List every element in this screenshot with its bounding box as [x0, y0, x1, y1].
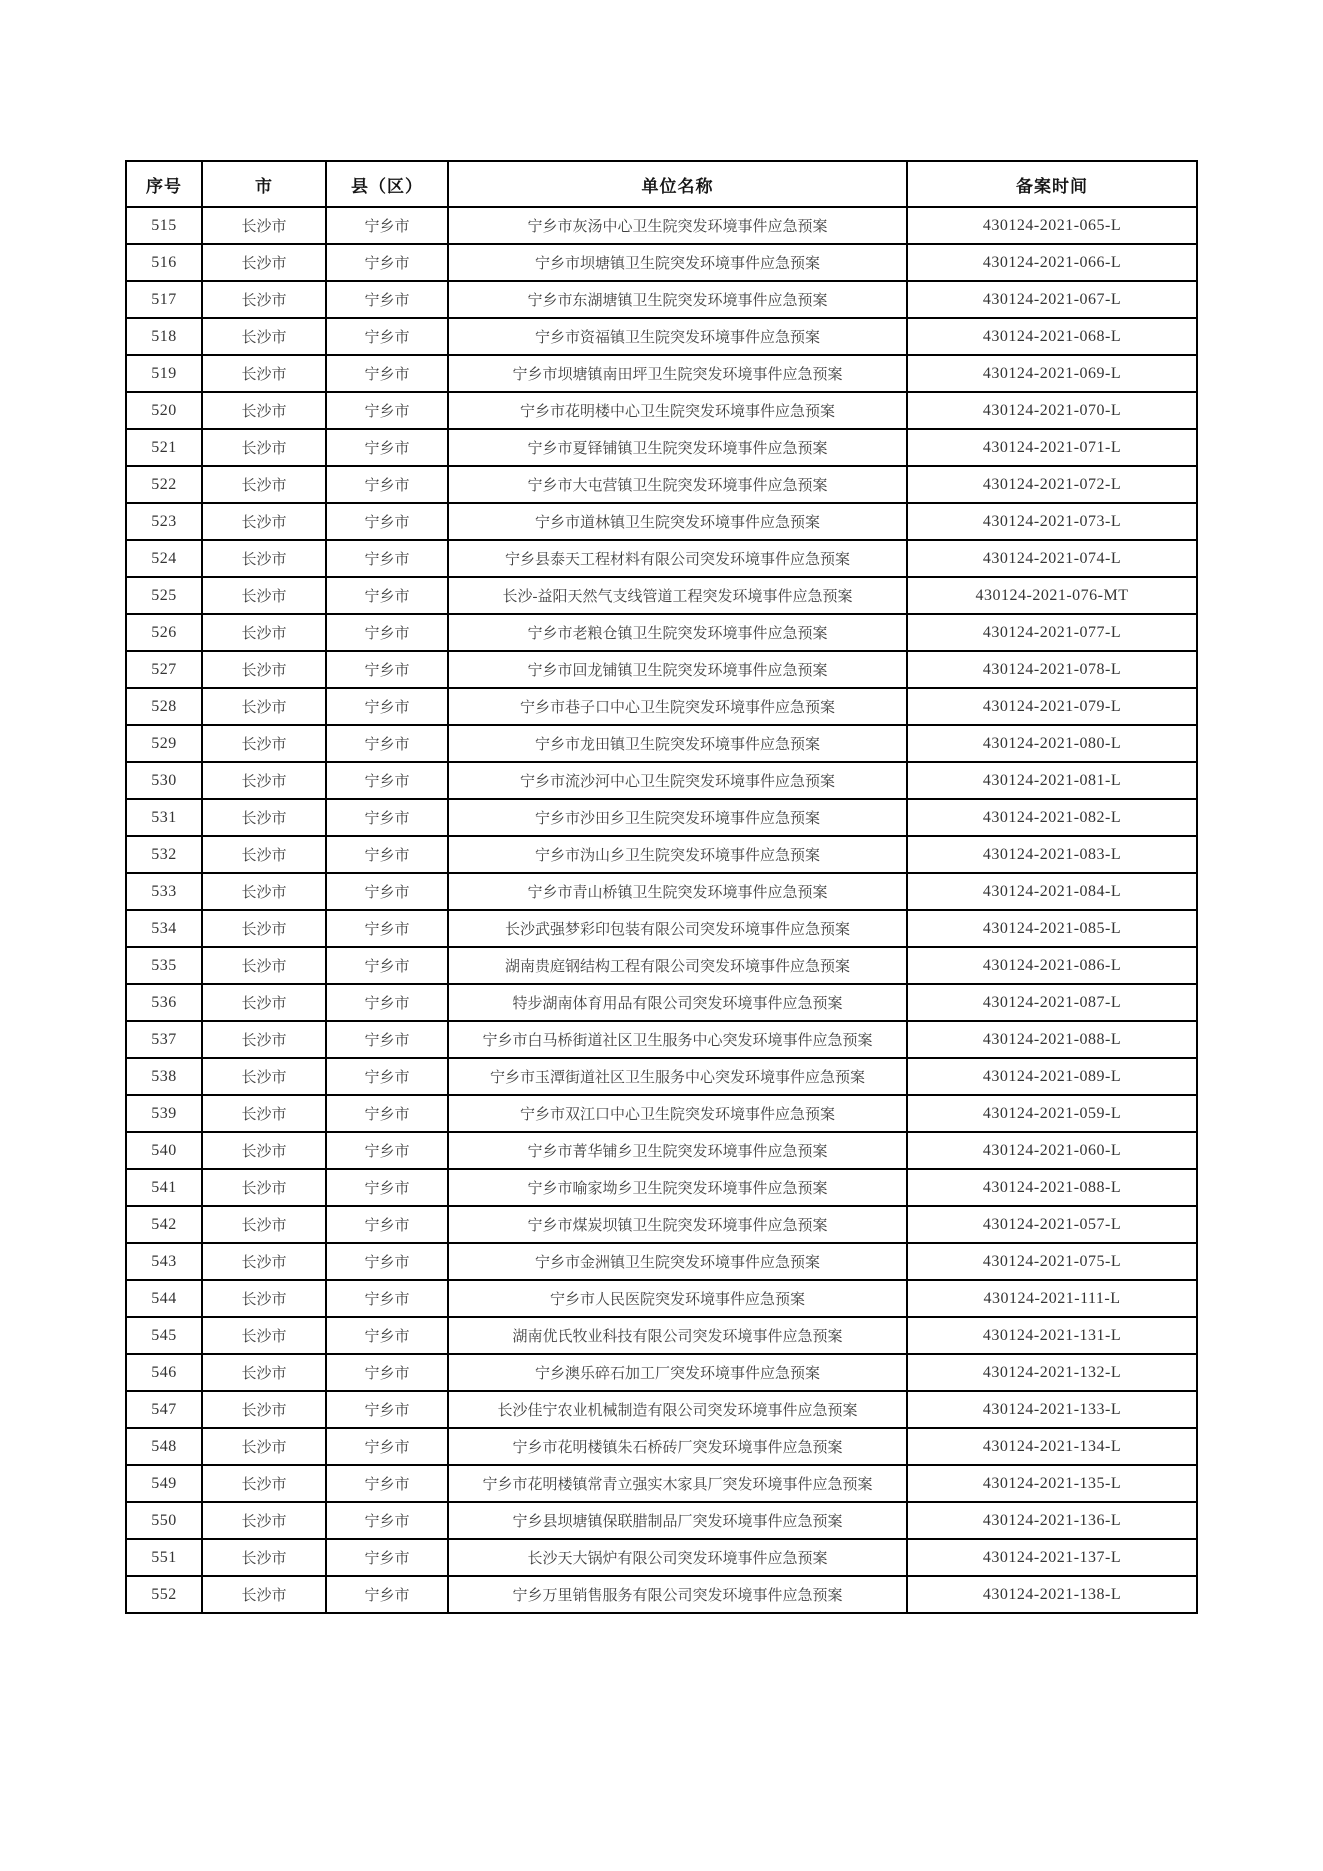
cell-district: 宁乡市 [326, 688, 448, 725]
header-record-number: 备案时间 [907, 161, 1197, 207]
cell-serial: 552 [126, 1576, 202, 1613]
cell-city: 长沙市 [202, 503, 326, 540]
cell-unit-name: 宁乡市花明楼镇常青立强实木家具厂突发环境事件应急预案 [448, 1465, 907, 1502]
table-header-row [126, 161, 1197, 207]
cell-unit-name: 宁乡市喻家坳乡卫生院突发环境事件应急预案 [448, 1169, 907, 1206]
cell-serial: 537 [126, 1021, 202, 1058]
header-city: 市 [202, 161, 326, 207]
table-row [126, 577, 1197, 614]
cell-serial: 542 [126, 1206, 202, 1243]
cell-city: 长沙市 [202, 1132, 326, 1169]
cell-record-number: 430124-2021-073-L [907, 503, 1197, 540]
table-row [126, 392, 1197, 429]
cell-serial: 517 [126, 281, 202, 318]
cell-record-number: 430124-2021-088-L [907, 1169, 1197, 1206]
cell-serial: 545 [126, 1317, 202, 1354]
cell-city: 长沙市 [202, 466, 326, 503]
table-row [126, 1095, 1197, 1132]
cell-district: 宁乡市 [326, 1354, 448, 1391]
cell-record-number: 430124-2021-111-L [907, 1280, 1197, 1317]
cell-district: 宁乡市 [326, 1465, 448, 1502]
cell-unit-name: 湖南优氏牧业科技有限公司突发环境事件应急预案 [448, 1317, 907, 1354]
cell-unit-name: 宁乡市玉潭街道社区卫生服务中心突发环境事件应急预案 [448, 1058, 907, 1095]
table-row [126, 466, 1197, 503]
cell-serial: 538 [126, 1058, 202, 1095]
table-row [126, 1132, 1197, 1169]
cell-unit-name: 长沙-益阳天然气支线管道工程突发环境事件应急预案 [448, 577, 907, 614]
cell-district: 宁乡市 [326, 1206, 448, 1243]
cell-unit-name: 宁乡澳乐碎石加工厂突发环境事件应急预案 [448, 1354, 907, 1391]
cell-district: 宁乡市 [326, 1169, 448, 1206]
cell-unit-name: 长沙武强梦彩印包装有限公司突发环境事件应急预案 [448, 910, 907, 947]
table-row [126, 984, 1197, 1021]
table-row [126, 1058, 1197, 1095]
cell-unit-name: 宁乡市花明楼中心卫生院突发环境事件应急预案 [448, 392, 907, 429]
cell-record-number: 430124-2021-132-L [907, 1354, 1197, 1391]
cell-district: 宁乡市 [326, 244, 448, 281]
cell-city: 长沙市 [202, 1428, 326, 1465]
table-row [126, 1317, 1197, 1354]
cell-district: 宁乡市 [326, 725, 448, 762]
cell-city: 长沙市 [202, 614, 326, 651]
cell-record-number: 430124-2021-069-L [907, 355, 1197, 392]
cell-city: 长沙市 [202, 429, 326, 466]
cell-unit-name: 宁乡市老粮仓镇卫生院突发环境事件应急预案 [448, 614, 907, 651]
cell-district: 宁乡市 [326, 1021, 448, 1058]
cell-record-number: 430124-2021-067-L [907, 281, 1197, 318]
table-row [126, 1391, 1197, 1428]
cell-record-number: 430124-2021-087-L [907, 984, 1197, 1021]
cell-city: 长沙市 [202, 873, 326, 910]
cell-district: 宁乡市 [326, 1058, 448, 1095]
table-row [126, 1169, 1197, 1206]
cell-unit-name: 宁乡市白马桥街道社区卫生服务中心突发环境事件应急预案 [448, 1021, 907, 1058]
cell-record-number: 430124-2021-081-L [907, 762, 1197, 799]
cell-district: 宁乡市 [326, 910, 448, 947]
table-row [126, 318, 1197, 355]
cell-district: 宁乡市 [326, 1502, 448, 1539]
cell-city: 长沙市 [202, 392, 326, 429]
table-row [126, 1280, 1197, 1317]
cell-district: 宁乡市 [326, 1539, 448, 1576]
cell-city: 长沙市 [202, 984, 326, 1021]
cell-district: 宁乡市 [326, 1576, 448, 1613]
cell-city: 长沙市 [202, 577, 326, 614]
table-row [126, 1502, 1197, 1539]
cell-serial: 549 [126, 1465, 202, 1502]
cell-district: 宁乡市 [326, 984, 448, 1021]
cell-unit-name: 宁乡市流沙河中心卫生院突发环境事件应急预案 [448, 762, 907, 799]
cell-district: 宁乡市 [326, 577, 448, 614]
cell-district: 宁乡市 [326, 392, 448, 429]
cell-record-number: 430124-2021-060-L [907, 1132, 1197, 1169]
table-row [126, 503, 1197, 540]
cell-serial: 532 [126, 836, 202, 873]
cell-district: 宁乡市 [326, 466, 448, 503]
cell-serial: 550 [126, 1502, 202, 1539]
cell-record-number: 430124-2021-059-L [907, 1095, 1197, 1132]
table-row [126, 1354, 1197, 1391]
cell-city: 长沙市 [202, 1095, 326, 1132]
cell-serial: 525 [126, 577, 202, 614]
header-serial: 序号 [126, 161, 202, 207]
cell-unit-name: 宁乡市菁华铺乡卫生院突发环境事件应急预案 [448, 1132, 907, 1169]
cell-record-number: 430124-2021-082-L [907, 799, 1197, 836]
table-row [126, 355, 1197, 392]
cell-district: 宁乡市 [326, 799, 448, 836]
cell-record-number: 430124-2021-072-L [907, 466, 1197, 503]
cell-record-number: 430124-2021-133-L [907, 1391, 1197, 1428]
cell-unit-name: 宁乡市煤炭坝镇卫生院突发环境事件应急预案 [448, 1206, 907, 1243]
cell-district: 宁乡市 [326, 1132, 448, 1169]
cell-unit-name: 宁乡市沙田乡卫生院突发环境事件应急预案 [448, 799, 907, 836]
header-district: 县（区） [326, 161, 448, 207]
table-row [126, 244, 1197, 281]
cell-serial: 526 [126, 614, 202, 651]
cell-unit-name: 宁乡市大屯营镇卫生院突发环境事件应急预案 [448, 466, 907, 503]
cell-city: 长沙市 [202, 651, 326, 688]
cell-serial: 527 [126, 651, 202, 688]
cell-record-number: 430124-2021-137-L [907, 1539, 1197, 1576]
header-unit-name: 单位名称 [448, 161, 907, 207]
cell-record-number: 430124-2021-079-L [907, 688, 1197, 725]
cell-serial: 522 [126, 466, 202, 503]
cell-record-number: 430124-2021-076-MT [907, 577, 1197, 614]
cell-serial: 544 [126, 1280, 202, 1317]
cell-district: 宁乡市 [326, 1243, 448, 1280]
cell-serial: 551 [126, 1539, 202, 1576]
table-row [126, 799, 1197, 836]
cell-district: 宁乡市 [326, 1391, 448, 1428]
cell-city: 长沙市 [202, 1169, 326, 1206]
table-row [126, 429, 1197, 466]
table-row [126, 688, 1197, 725]
cell-unit-name: 宁乡市资福镇卫生院突发环境事件应急预案 [448, 318, 907, 355]
cell-city: 长沙市 [202, 1465, 326, 1502]
cell-district: 宁乡市 [326, 762, 448, 799]
cell-record-number: 430124-2021-083-L [907, 836, 1197, 873]
cell-serial: 539 [126, 1095, 202, 1132]
table-row [126, 873, 1197, 910]
cell-record-number: 430124-2021-135-L [907, 1465, 1197, 1502]
table-row [126, 540, 1197, 577]
cell-unit-name: 宁乡市双江口中心卫生院突发环境事件应急预案 [448, 1095, 907, 1132]
cell-serial: 519 [126, 355, 202, 392]
cell-district: 宁乡市 [326, 836, 448, 873]
cell-district: 宁乡市 [326, 318, 448, 355]
cell-serial: 518 [126, 318, 202, 355]
cell-city: 长沙市 [202, 1354, 326, 1391]
cell-serial: 530 [126, 762, 202, 799]
cell-serial: 523 [126, 503, 202, 540]
cell-unit-name: 宁乡市花明楼镇朱石桥砖厂突发环境事件应急预案 [448, 1428, 907, 1465]
table-row [126, 1576, 1197, 1613]
cell-record-number: 430124-2021-077-L [907, 614, 1197, 651]
cell-unit-name: 宁乡市灰汤中心卫生院突发环境事件应急预案 [448, 207, 907, 244]
cell-record-number: 430124-2021-085-L [907, 910, 1197, 947]
cell-record-number: 430124-2021-088-L [907, 1021, 1197, 1058]
cell-unit-name: 宁乡市回龙铺镇卫生院突发环境事件应急预案 [448, 651, 907, 688]
cell-record-number: 430124-2021-071-L [907, 429, 1197, 466]
cell-city: 长沙市 [202, 318, 326, 355]
cell-unit-name: 特步湖南体育用品有限公司突发环境事件应急预案 [448, 984, 907, 1021]
cell-city: 长沙市 [202, 207, 326, 244]
cell-unit-name: 长沙佳宁农业机械制造有限公司突发环境事件应急预案 [448, 1391, 907, 1428]
cell-city: 长沙市 [202, 281, 326, 318]
cell-unit-name: 宁乡市东湖塘镇卫生院突发环境事件应急预案 [448, 281, 907, 318]
cell-district: 宁乡市 [326, 873, 448, 910]
cell-record-number: 430124-2021-080-L [907, 725, 1197, 762]
cell-serial: 543 [126, 1243, 202, 1280]
cell-serial: 516 [126, 244, 202, 281]
cell-record-number: 430124-2021-074-L [907, 540, 1197, 577]
cell-unit-name: 宁乡万里销售服务有限公司突发环境事件应急预案 [448, 1576, 907, 1613]
cell-serial: 546 [126, 1354, 202, 1391]
cell-unit-name: 宁乡市夏铎铺镇卫生院突发环境事件应急预案 [448, 429, 907, 466]
cell-unit-name: 宁乡市道林镇卫生院突发环境事件应急预案 [448, 503, 907, 540]
cell-unit-name: 宁乡市坝塘镇卫生院突发环境事件应急预案 [448, 244, 907, 281]
cell-record-number: 430124-2021-131-L [907, 1317, 1197, 1354]
table-row [126, 1539, 1197, 1576]
table-row [126, 1021, 1197, 1058]
cell-city: 长沙市 [202, 1576, 326, 1613]
cell-unit-name: 宁乡市坝塘镇南田坪卫生院突发环境事件应急预案 [448, 355, 907, 392]
table-row [126, 1243, 1197, 1280]
cell-city: 长沙市 [202, 799, 326, 836]
cell-serial: 520 [126, 392, 202, 429]
cell-serial: 535 [126, 947, 202, 984]
cell-city: 长沙市 [202, 1539, 326, 1576]
cell-city: 长沙市 [202, 244, 326, 281]
cell-serial: 531 [126, 799, 202, 836]
table-row [126, 910, 1197, 947]
filing-record-table [125, 160, 1198, 1614]
cell-unit-name: 宁乡市沩山乡卫生院突发环境事件应急预案 [448, 836, 907, 873]
cell-record-number: 430124-2021-068-L [907, 318, 1197, 355]
table-row [126, 207, 1197, 244]
cell-serial: 528 [126, 688, 202, 725]
cell-city: 长沙市 [202, 1317, 326, 1354]
cell-serial: 521 [126, 429, 202, 466]
cell-city: 长沙市 [202, 725, 326, 762]
cell-district: 宁乡市 [326, 281, 448, 318]
cell-record-number: 430124-2021-078-L [907, 651, 1197, 688]
cell-district: 宁乡市 [326, 1317, 448, 1354]
cell-district: 宁乡市 [326, 651, 448, 688]
cell-record-number: 430124-2021-066-L [907, 244, 1197, 281]
cell-unit-name: 宁乡县泰天工程材料有限公司突发环境事件应急预案 [448, 540, 907, 577]
cell-district: 宁乡市 [326, 1095, 448, 1132]
cell-record-number: 430124-2021-065-L [907, 207, 1197, 244]
cell-district: 宁乡市 [326, 1280, 448, 1317]
cell-city: 长沙市 [202, 1058, 326, 1095]
cell-city: 长沙市 [202, 1243, 326, 1280]
cell-serial: 540 [126, 1132, 202, 1169]
cell-record-number: 430124-2021-057-L [907, 1206, 1197, 1243]
cell-district: 宁乡市 [326, 1428, 448, 1465]
cell-serial: 529 [126, 725, 202, 762]
cell-serial: 534 [126, 910, 202, 947]
cell-district: 宁乡市 [326, 540, 448, 577]
cell-serial: 536 [126, 984, 202, 1021]
cell-city: 长沙市 [202, 1502, 326, 1539]
cell-unit-name: 宁乡市巷子口中心卫生院突发环境事件应急预案 [448, 688, 907, 725]
cell-unit-name: 宁乡市人民医院突发环境事件应急预案 [448, 1280, 907, 1317]
table-row [126, 762, 1197, 799]
cell-record-number: 430124-2021-086-L [907, 947, 1197, 984]
cell-district: 宁乡市 [326, 503, 448, 540]
cell-city: 长沙市 [202, 947, 326, 984]
cell-unit-name: 湖南贵庭钢结构工程有限公司突发环境事件应急预案 [448, 947, 907, 984]
cell-serial: 548 [126, 1428, 202, 1465]
cell-district: 宁乡市 [326, 429, 448, 466]
cell-city: 长沙市 [202, 910, 326, 947]
table-row [126, 1465, 1197, 1502]
cell-city: 长沙市 [202, 1280, 326, 1317]
table-row [126, 836, 1197, 873]
cell-record-number: 430124-2021-075-L [907, 1243, 1197, 1280]
cell-record-number: 430124-2021-134-L [907, 1428, 1197, 1465]
cell-district: 宁乡市 [326, 207, 448, 244]
cell-record-number: 430124-2021-084-L [907, 873, 1197, 910]
cell-serial: 533 [126, 873, 202, 910]
table-row [126, 1206, 1197, 1243]
cell-district: 宁乡市 [326, 947, 448, 984]
cell-record-number: 430124-2021-070-L [907, 392, 1197, 429]
cell-unit-name: 宁乡县坝塘镇保联腊制品厂突发环境事件应急预案 [448, 1502, 907, 1539]
cell-city: 长沙市 [202, 540, 326, 577]
cell-unit-name: 长沙天大锅炉有限公司突发环境事件应急预案 [448, 1539, 907, 1576]
cell-unit-name: 宁乡市青山桥镇卫生院突发环境事件应急预案 [448, 873, 907, 910]
cell-serial: 524 [126, 540, 202, 577]
table-row [126, 725, 1197, 762]
cell-serial: 515 [126, 207, 202, 244]
cell-city: 长沙市 [202, 762, 326, 799]
table-row [126, 651, 1197, 688]
cell-record-number: 430124-2021-089-L [907, 1058, 1197, 1095]
cell-city: 长沙市 [202, 1391, 326, 1428]
cell-city: 长沙市 [202, 688, 326, 725]
cell-district: 宁乡市 [326, 355, 448, 392]
cell-record-number: 430124-2021-136-L [907, 1502, 1197, 1539]
table-row [126, 281, 1197, 318]
cell-district: 宁乡市 [326, 614, 448, 651]
cell-unit-name: 宁乡市龙田镇卫生院突发环境事件应急预案 [448, 725, 907, 762]
cell-serial: 541 [126, 1169, 202, 1206]
table-row [126, 614, 1197, 651]
cell-city: 长沙市 [202, 355, 326, 392]
cell-city: 长沙市 [202, 836, 326, 873]
cell-serial: 547 [126, 1391, 202, 1428]
table-row [126, 1428, 1197, 1465]
cell-record-number: 430124-2021-138-L [907, 1576, 1197, 1613]
cell-unit-name: 宁乡市金洲镇卫生院突发环境事件应急预案 [448, 1243, 907, 1280]
table-row [126, 947, 1197, 984]
cell-city: 长沙市 [202, 1206, 326, 1243]
cell-city: 长沙市 [202, 1021, 326, 1058]
